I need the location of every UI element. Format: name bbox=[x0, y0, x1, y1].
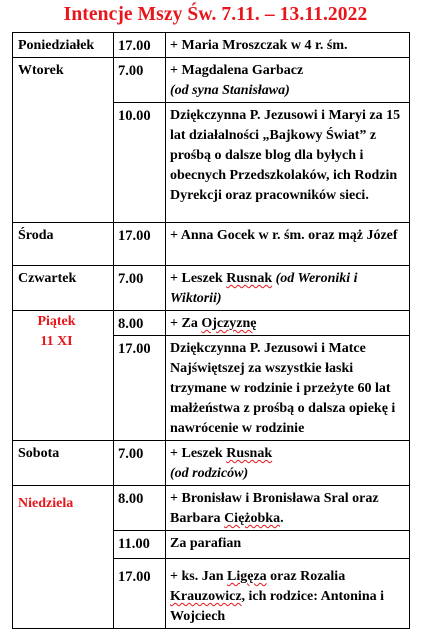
intention-cell: + Maria Mroszczak w 4 r. śm. bbox=[166, 33, 410, 58]
mass-intentions-table bbox=[12, 32, 410, 629]
intention-surname: Ciężobka bbox=[224, 511, 281, 526]
intention-text: + ks. Jan bbox=[170, 569, 227, 584]
intention-cell: Dziękczynna P. Jezusowi i Maryi za 15 lat działalności „Bajkowy Świat” z prośbą o dalsze blog dla byłych i obecnych Przedszkolaków, ich Rodzin Dyrekcji oraz pracowników sieci. bbox=[166, 103, 410, 223]
intention-surname: Krauzowicz bbox=[170, 589, 242, 604]
intention-text: + Za bbox=[170, 316, 202, 331]
time-cell: 7.00 bbox=[114, 266, 166, 311]
table-row bbox=[13, 33, 410, 58]
intention-text-end: , ich rodzice: Antonina i Wojciech bbox=[170, 589, 384, 624]
intention-cell bbox=[166, 266, 410, 311]
time-cell: 7.00 bbox=[114, 58, 166, 103]
intention-text: + Leszek bbox=[170, 271, 227, 286]
table-row bbox=[13, 311, 410, 336]
day-cell-saturday: Sobota bbox=[13, 441, 114, 486]
time-cell: 17.00 bbox=[114, 559, 166, 629]
day-cell-monday: Poniedziałek bbox=[13, 33, 114, 58]
intention-text: + Leszek bbox=[170, 446, 227, 461]
intention-text: + Bronisław i Bronisława Sral oraz Barbara bbox=[170, 491, 379, 526]
holiday-date: 11 XI bbox=[40, 334, 73, 349]
day-name: Piątek bbox=[37, 314, 76, 329]
table-row bbox=[13, 223, 410, 266]
time-cell: 8.00 bbox=[114, 311, 166, 336]
time-cell: 17.00 bbox=[114, 336, 166, 441]
intention-cell: + Anna Gocek w r. śm. oraz mąż Józef bbox=[166, 223, 410, 266]
time-cell: 10.00 bbox=[114, 103, 166, 223]
intention-note: (od Weroniki i Wiktorii) bbox=[170, 271, 358, 306]
intention-cell bbox=[166, 58, 410, 103]
intention-cell: Za parafian bbox=[166, 531, 410, 559]
intention-text: oraz Rozalia bbox=[266, 569, 346, 584]
table-row bbox=[13, 486, 410, 531]
table-row bbox=[13, 58, 410, 103]
table-row bbox=[13, 441, 410, 486]
intention-text: + Magdalena Garbacz bbox=[170, 63, 304, 78]
time-cell: 11.00 bbox=[114, 531, 166, 559]
intention-surname: Rusnak bbox=[226, 446, 273, 461]
intention-cell bbox=[166, 311, 410, 336]
time-cell: 8.00 bbox=[114, 486, 166, 531]
time-cell: 17.00 bbox=[114, 33, 166, 58]
page-title: Intencje Mszy Św. 7.11. – 13.11.2022 bbox=[63, 4, 368, 25]
intention-surname: Rusnak bbox=[226, 271, 273, 286]
day-cell-wednesday: Środa bbox=[13, 223, 114, 266]
day-cell-tuesday: Wtorek bbox=[13, 58, 114, 223]
intention-cell bbox=[166, 441, 410, 486]
day-cell-thursday: Czwartek bbox=[13, 266, 114, 311]
intention-cell: Dziękczynna P. Jezusowi i Matce Najświętszej za wszystkie łaski trzymane w rodzinie i przeżyte 60 lat małżeństwa z prośbą o dalsza opiekę i nawrócenie w rodzinie bbox=[166, 336, 410, 441]
intention-cell bbox=[166, 486, 410, 531]
day-cell-sunday: Niedziela bbox=[13, 486, 114, 629]
intention-note: (od syna Stanisława) bbox=[170, 83, 290, 98]
intention-text-end: . bbox=[280, 511, 284, 526]
day-cell-friday bbox=[13, 311, 114, 441]
intention-cell bbox=[166, 559, 410, 629]
table-row bbox=[13, 266, 410, 311]
time-cell: 7.00 bbox=[114, 441, 166, 486]
intention-note: (od rodziców) bbox=[170, 466, 249, 481]
time-cell: 17.00 bbox=[114, 223, 166, 266]
intention-surname: Ligęza bbox=[227, 569, 267, 584]
intention-word: Ojczyznę bbox=[201, 316, 257, 331]
